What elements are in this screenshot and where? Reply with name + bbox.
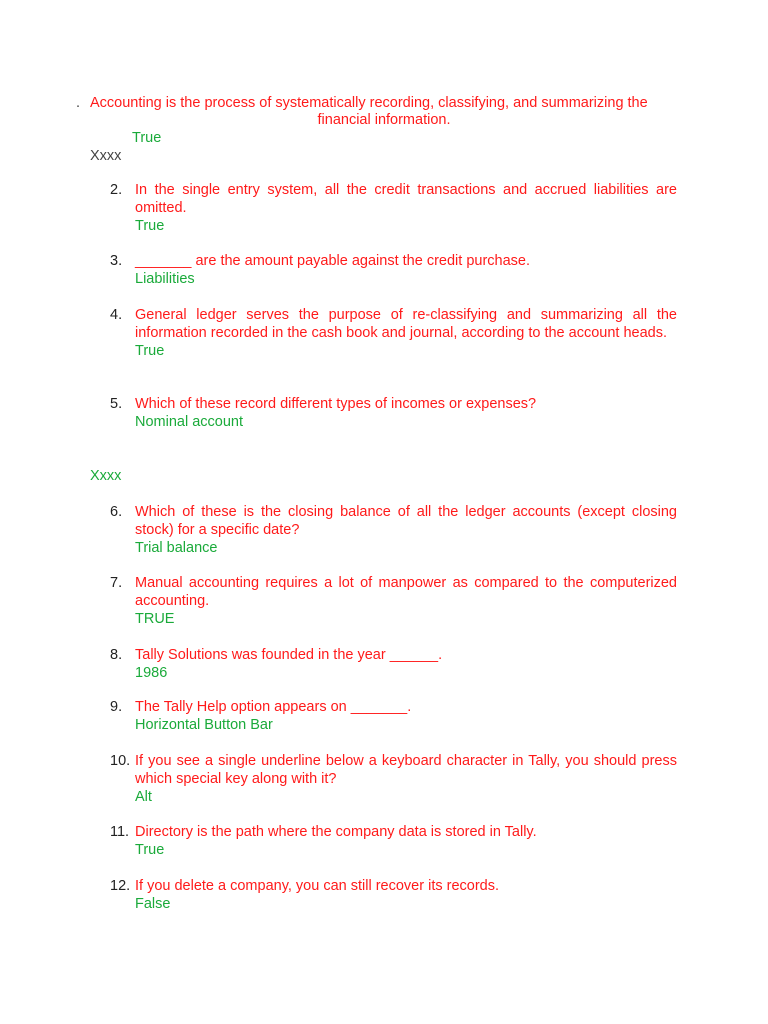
question-number: 8. [110,647,123,663]
question-number: 9. [110,699,123,715]
answer-text: TRUE [135,611,175,627]
answer-text: False [135,896,171,912]
question-text: In the single entry system, all the credit transactions and accrued liabilities are omitted. [135,182,677,216]
question-number: 4. [110,307,123,323]
question-text: Tally Solutions was founded in the year ______. [135,647,443,663]
answer-text: Alt [135,789,152,805]
answer-text: 1986 [135,665,168,681]
question-item-8 [110,646,677,682]
question-number: 12. [110,878,131,894]
question-text: Manual accounting requires a lot of manpower as compared to the computerized accounting. [135,575,677,609]
question-item-10 [110,752,677,806]
question-item-4 [110,306,677,360]
question-text: Which of these is the closing balance of all the ledger accounts (except closing stock) for a specific date? [135,504,677,538]
question-number: 11. [110,824,130,840]
question-item-5 [110,395,677,431]
answer-text: True [135,218,165,234]
question-item-2 [110,181,677,235]
question-text: The Tally Help option appears on _______. [135,699,412,715]
answer-text: True [135,343,165,359]
question-number: 2. [110,182,123,198]
question-number: 3. [110,253,123,269]
question-item-12 [110,877,677,913]
separator-text: Xxxx [90,148,122,164]
answer-text: Nominal account [135,414,243,430]
question-text: General ledger serves the purpose of re-classifying and summarizing all the information recorded in the cash book and journal, according to the account heads. [135,307,677,341]
separator-text: Xxxx [90,468,122,484]
question-text: If you delete a company, you can still recover its records. [135,878,500,894]
question-number: 6. [110,504,123,520]
question-item-7 [110,574,677,628]
answer-text: Horizontal Button Bar [135,717,273,733]
question-text: Directory is the path where the company data is stored in Tally. [135,824,537,840]
first-item-bullet: . [76,95,81,111]
answer-text: Trial balance [135,540,218,556]
question-item-9 [110,698,677,734]
question-item-11 [110,823,677,859]
question-1-line-2: financial information. [317,112,451,128]
answer-1: True [132,130,162,146]
answer-text: Liabilities [135,271,195,287]
question-item-6 [110,503,677,557]
question-1-line-1: Accounting is the process of systematically recording, classifying, and summarizing the [90,95,648,111]
question-number: 7. [110,575,123,591]
question-number: 10. [110,753,131,769]
answer-text: True [135,842,165,858]
question-item-3 [110,252,677,288]
question-text: If you see a single underline below a keyboard character in Tally, you should press which special key along with it? [135,753,677,787]
question-text: _______ are the amount payable against the credit purchase. [135,253,530,269]
question-number: 5. [110,396,123,412]
question-text: Which of these record different types of incomes or expenses? [135,396,537,412]
